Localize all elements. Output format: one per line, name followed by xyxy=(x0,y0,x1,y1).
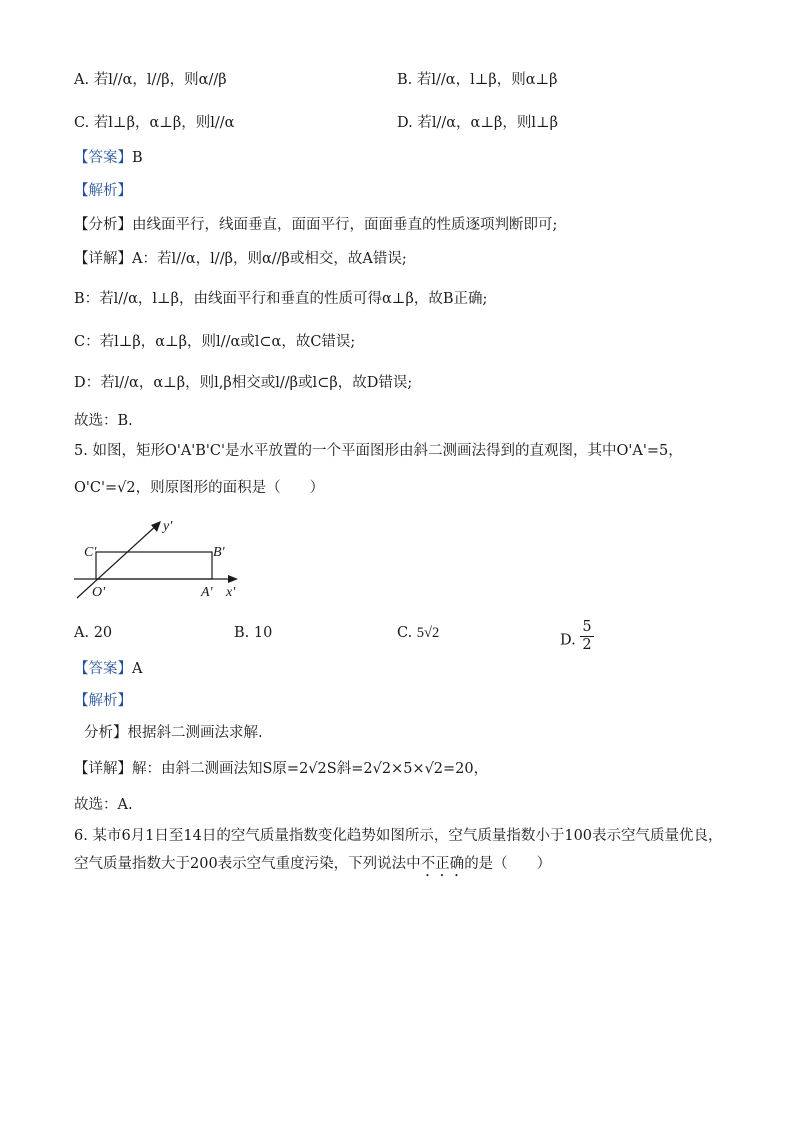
label-y: y' xyxy=(163,519,173,534)
q5-answer-line xyxy=(74,659,142,679)
q5-answer-value: A xyxy=(132,661,143,677)
q6-stem-line2 xyxy=(74,854,551,880)
label-b: B' xyxy=(213,545,225,560)
q5-figure xyxy=(60,510,260,610)
q5-option-d-fraction xyxy=(580,619,593,654)
q5-option-a: A. 20 xyxy=(74,625,113,641)
q5-option-c xyxy=(397,623,439,643)
q4-fenxi-tag: 【分析】 xyxy=(74,217,132,233)
q4-detail-c: C：若l⊥β，α⊥β，则l//α或l⊂α，故C错误; xyxy=(74,334,356,350)
q5-option-d-prefix: D. xyxy=(560,632,576,649)
q5-choice: 故选：A. xyxy=(74,797,133,813)
q4-fenxi-text: 由线面平行，线面垂直，面面平行，面面垂直的性质逐项判断即可; xyxy=(132,217,558,233)
q5-analysis-tag: 【解析】 xyxy=(74,693,132,709)
q5-fenxi-text: 分析】根据斜二测画法求解. xyxy=(84,725,263,741)
label-o: O' xyxy=(92,585,106,600)
x-axis-arrow-icon xyxy=(228,575,238,583)
q5-stem-line1: 5. 如图，矩形O'A'B'C'是水平放置的一个平面图形由斜二测画法得到的直观图，其中O'A'=5， xyxy=(74,443,683,459)
q5-detail-tag: 【详解】 xyxy=(74,761,132,777)
q4-detail-d: D：若l//α，α⊥β，则l,β相交或l//β或l⊂β，故D错误; xyxy=(74,375,413,391)
y-axis xyxy=(77,524,158,598)
y-axis-arrow-icon xyxy=(151,521,161,532)
q4-detail-a-line xyxy=(74,249,407,269)
q5-option-c-value: 5√2 xyxy=(416,625,440,641)
q4-detail-a: A：若l//α，l//β，则α//β或相交，故A错误; xyxy=(132,251,407,267)
q5-detail-text: 解：由斜二测画法知S原=2√2S斜=2√2×5×√2=20， xyxy=(132,761,489,777)
fraction-denominator: 2 xyxy=(582,637,592,653)
label-c: C' xyxy=(84,545,97,560)
q4-option-d: D. 若l//α，α⊥β，则l⊥β xyxy=(397,115,558,131)
q4-answer-tag: 【答案】 xyxy=(74,150,132,166)
q4-fenxi-line xyxy=(74,215,557,235)
q5-option-d xyxy=(560,619,594,658)
q4-analysis-tag: 【解析】 xyxy=(74,183,132,199)
q4-answer-value: B xyxy=(132,150,143,166)
q6-stem-line1: 6. 某市6月1日至14日的空气质量指数变化趋势如图所示，空气质量指数小于100表示空气质量优良， xyxy=(74,828,723,844)
q5-option-b: B. 10 xyxy=(234,625,273,641)
label-a: A' xyxy=(201,585,213,600)
q6-stem-pre: 空气质量指数大于200表示空气重度污染，下列说法中 xyxy=(74,856,421,872)
q4-detail-b: B：若l//α，l⊥β，由线面平行和垂直的性质可得α⊥β，故B正确; xyxy=(74,291,488,307)
q5-answer-tag: 【答案】 xyxy=(74,661,132,677)
q4-choice: 故选：B. xyxy=(74,413,133,429)
q5-option-c-prefix: C. xyxy=(397,625,413,641)
q4-option-b: B. 若l//α，l⊥β，则α⊥β xyxy=(397,72,558,88)
q6-stem-emphasis: 不正确 xyxy=(420,856,465,872)
q6-stem-post: 的是（ ） xyxy=(464,856,552,872)
q5-detail-line xyxy=(74,759,488,779)
q4-option-c: C. 若l⊥β，α⊥β，则l//α xyxy=(74,115,235,131)
q5-stem-line2: O'C'=√2，则原图形的面积是（ ） xyxy=(74,480,325,496)
q4-detail-tag: 【详解】 xyxy=(74,251,132,267)
label-x: x' xyxy=(226,585,236,600)
fraction-numerator: 5 xyxy=(582,619,592,635)
q4-option-a: A. 若l//α，l//β，则α//β xyxy=(74,72,227,88)
q4-answer-line xyxy=(74,148,143,168)
